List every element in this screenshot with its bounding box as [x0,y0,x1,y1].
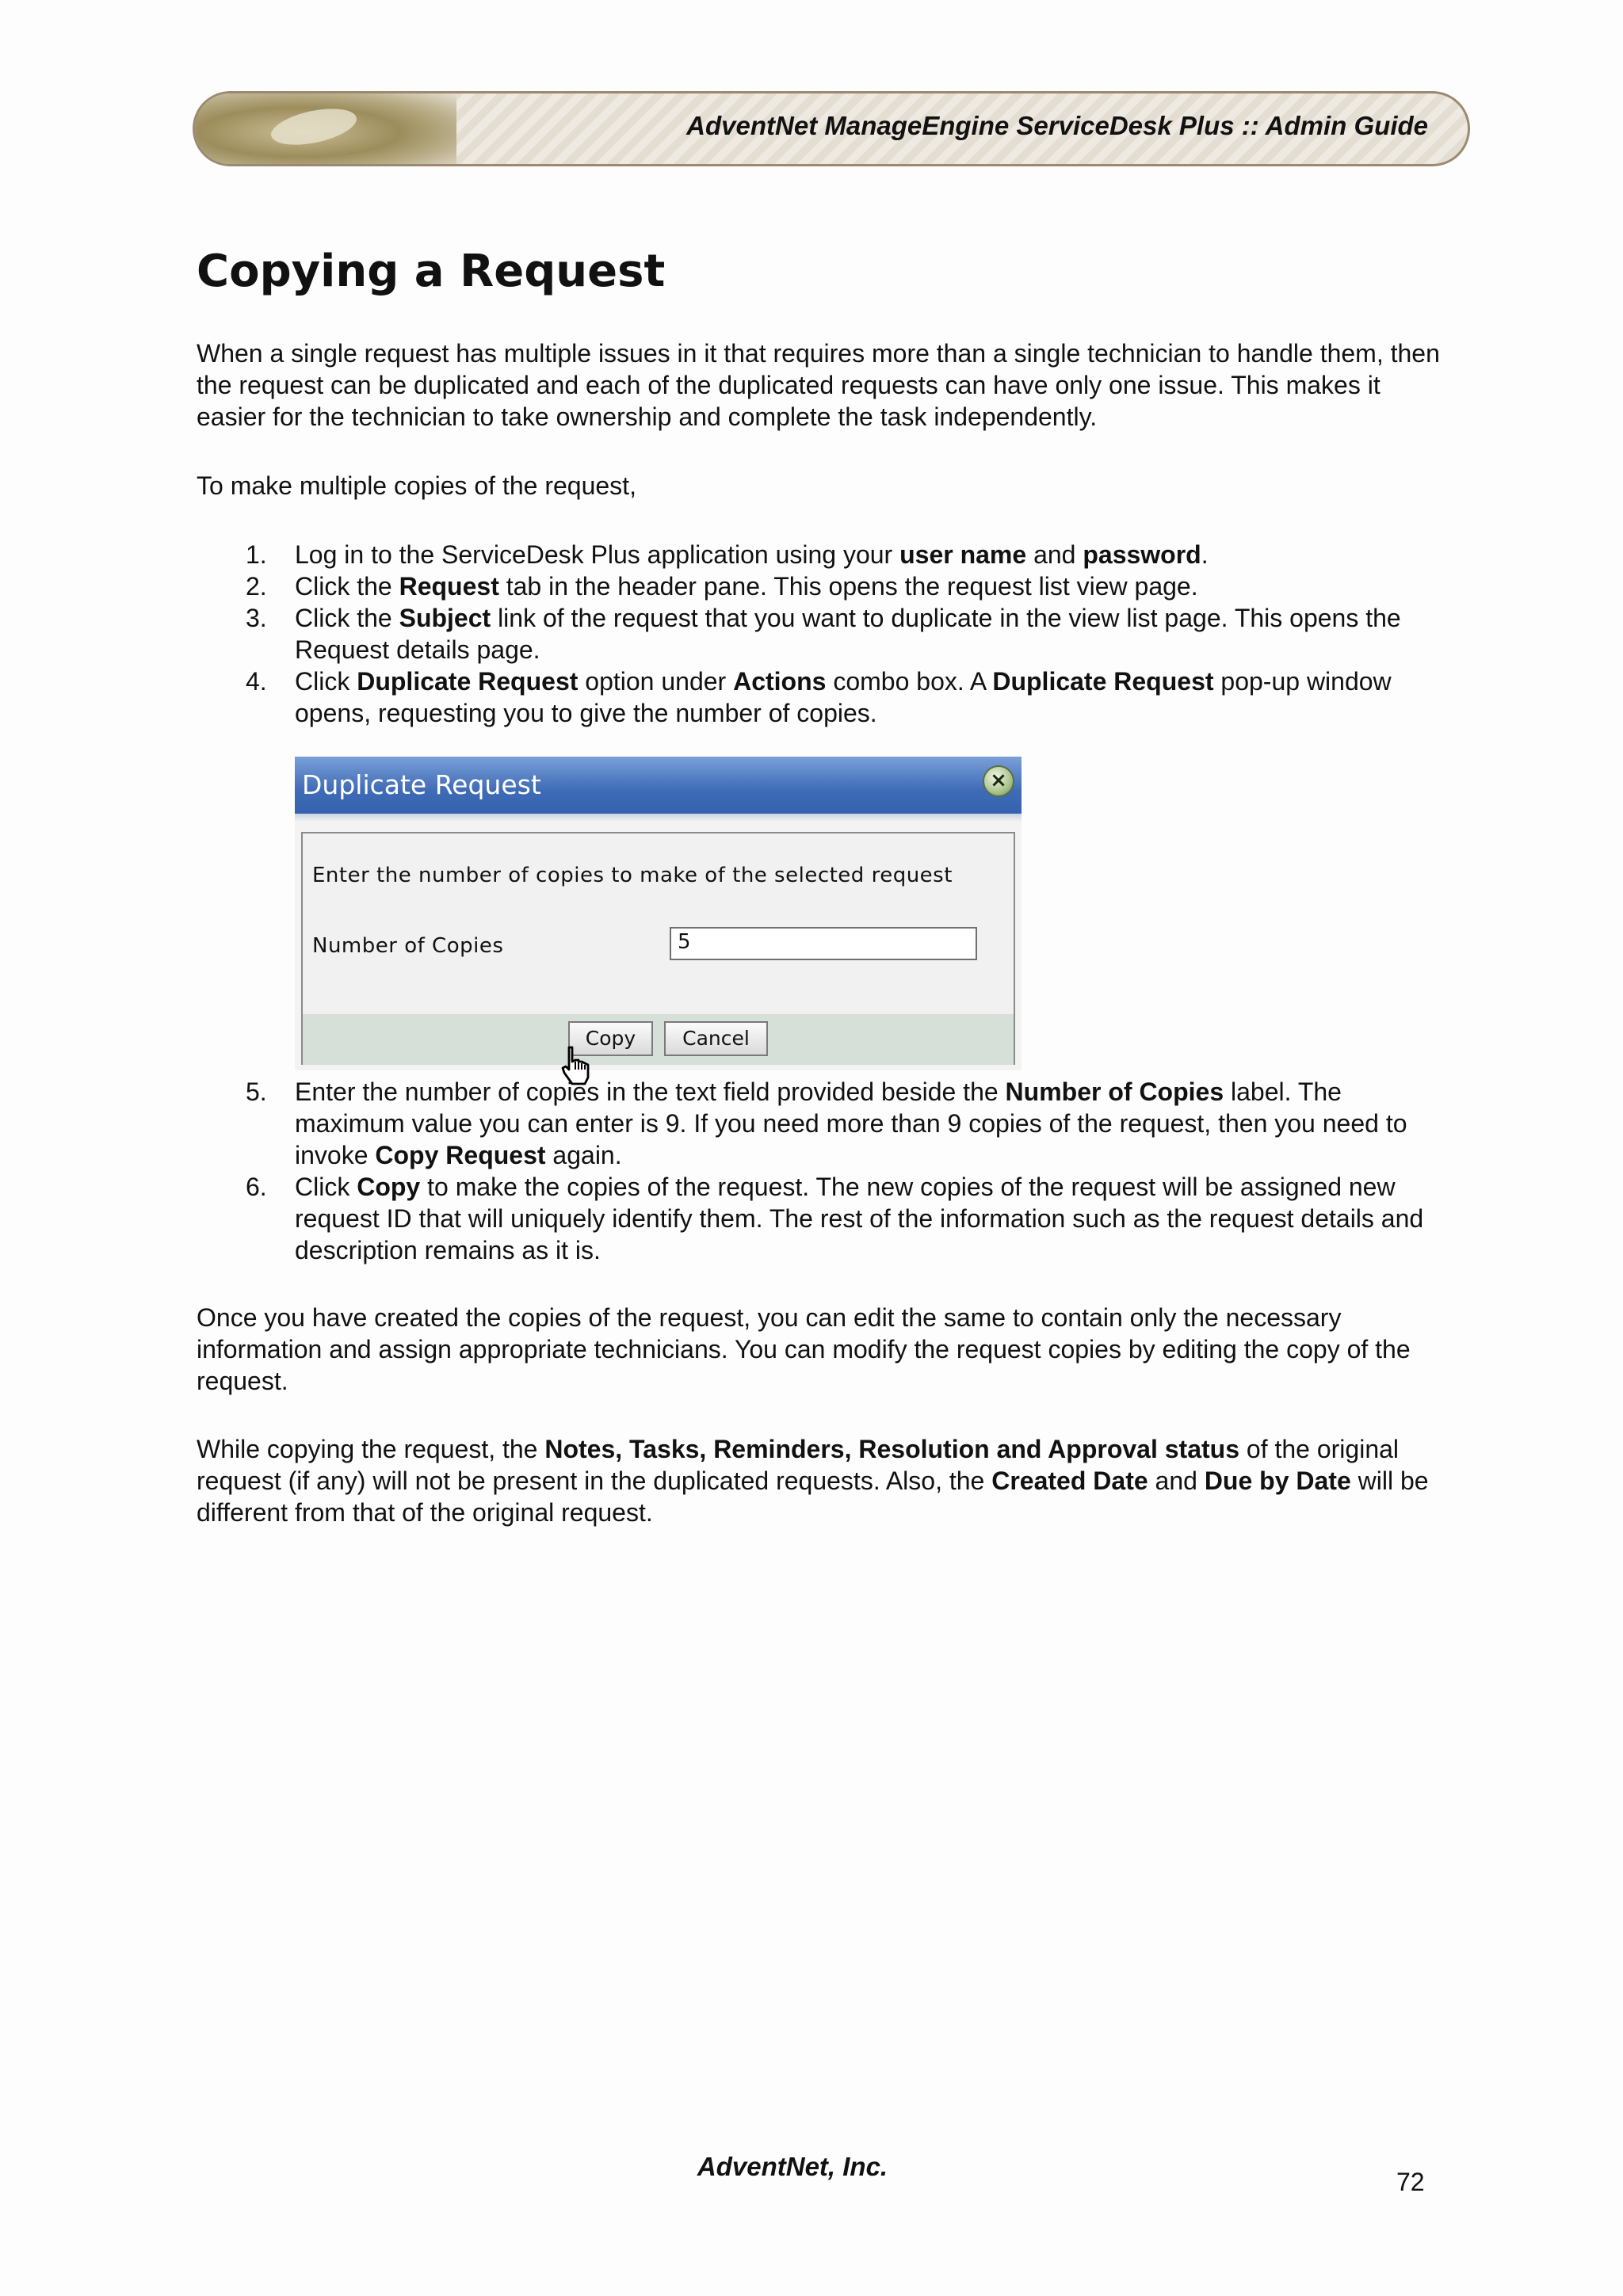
header-decorative-art [195,93,456,164]
page-title: Copying a Request [197,246,666,297]
footer-company: AdventNet, Inc. [697,2152,888,2181]
step-item: 5. Enter the number of copies in the text field provided beside the Number of Copies label. The maximum value you can enter is 9. If you need more than 9 copies of the request, then you need to invoke Copy Request again. [246,1077,1407,1169]
header-title: AdventNet ManageEngine ServiceDesk Plus :: Admin Guide [686,111,1428,140]
steps-list-1 [197,539,1441,729]
intro-paragraph: When a single request has multiple issues in it that requires more than a single technician to handle them, then the request can be duplicated and each of the duplicated requests can have only one issue. This makes it easier for the technician to take ownership and complete the task independently. [197,339,1440,431]
dialog-message: Enter the number of copies to make of the selected request [312,864,953,887]
step-number: 4. [246,667,267,696]
step-item: 1. Log in to the ServiceDesk Plus application using your user name and password. [246,540,1209,569]
step-item: 6. Click Copy to make the copies of the request. The new copies of the request will be assigned new request ID that will uniquely identify them. The rest of the information such as the request details and description remains as it is. [246,1173,1424,1264]
dialog-button-bar [303,1014,1014,1065]
lead-paragraph: To make multiple copies of the request, [197,471,636,500]
duplicate-request-dialog [295,757,1022,1070]
dialog-title: Duplicate Request [302,769,541,800]
steps-list-2 [197,1076,1441,1266]
page-number: 72 [1396,2168,1425,2196]
dialog-panel [301,832,1015,1065]
note-paragraph: While copying the request, the Notes, Tasks, Reminders, Resolution and Approval status of the original request (if any) will not be present in the duplicated requests. Also, the Created Date and Due by Date will be different from that of the original request. [197,1435,1429,1527]
copies-input[interactable]: 5 [670,927,977,960]
step-number: 3. [246,604,267,632]
cancel-button[interactable]: Cancel [664,1021,768,1056]
copy-button[interactable]: Copy [568,1021,653,1056]
step-number: 5. [246,1077,267,1106]
step-number: 6. [246,1173,267,1201]
after-paragraph: Once you have created the copies of the request, you can edit the same to contain only the necessary information and assign appropriate technicians. You can modify the request copies by editing the copy of the request. [197,1303,1411,1395]
copies-label: Number of Copies [312,934,504,958]
step-item: 2. Click the Request tab in the header pane. This opens the request list view page. [246,572,1198,601]
dialog-titlebar [295,757,1022,814]
step-number: 2. [246,572,267,601]
step-item: 4. Click Duplicate Request option under Actions combo box. A Duplicate Request pop-up window opens, requesting you to give the number of copies. [246,667,1392,727]
close-icon[interactable]: × [983,765,1014,797]
step-item: 3. Click the Subject link of the request that you want to duplicate in the view list page. This opens the Request details page. [246,604,1401,664]
header-banner [193,91,1470,166]
step-number: 1. [246,540,267,569]
